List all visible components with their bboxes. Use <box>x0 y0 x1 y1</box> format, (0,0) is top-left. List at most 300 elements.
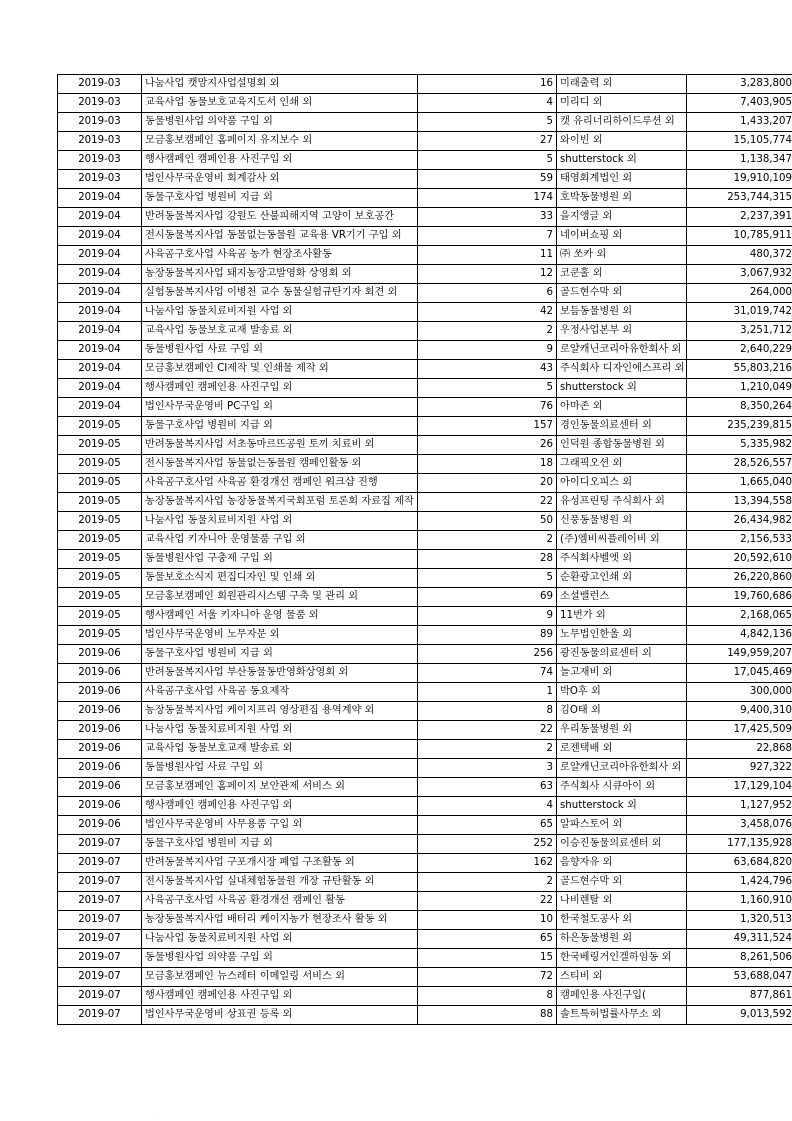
amount-cell: 26,434,982 <box>687 512 792 531</box>
count-cell: 6 <box>418 284 557 303</box>
vendor-cell: 태영회계법인 외 <box>557 170 687 189</box>
count-cell: 11 <box>418 246 557 265</box>
description-cell: 동물병원사업 의약품 구입 외 <box>142 113 418 132</box>
date-cell: 2019-07 <box>58 987 142 1006</box>
vendor-cell: 골드현수막 외 <box>557 873 687 892</box>
count-cell: 9 <box>418 341 557 360</box>
amount-cell: 19,910,109 <box>687 170 792 189</box>
table-row <box>58 721 792 740</box>
count-cell: 4 <box>418 94 557 113</box>
description-cell: 농장동물복지사업 배터리 케이지농가 현장조사 활동 외 <box>142 911 418 930</box>
vendor-cell: 미래출력 외 <box>557 75 687 94</box>
count-cell: 18 <box>418 455 557 474</box>
description-cell: 교육사업 동물보호교재 발송료 외 <box>142 322 418 341</box>
count-cell: 89 <box>418 626 557 645</box>
vendor-cell: 한국베링거인겔하임동 외 <box>557 949 687 968</box>
vendor-cell: 나비렌탈 외 <box>557 892 687 911</box>
table-row <box>58 607 792 626</box>
table-row <box>58 531 792 550</box>
count-cell: 74 <box>418 664 557 683</box>
count-cell: 8 <box>418 987 557 1006</box>
count-cell: 76 <box>418 398 557 417</box>
vendor-cell: 김O태 외 <box>557 702 687 721</box>
table-row <box>58 854 792 873</box>
amount-cell: 15,105,774 <box>687 132 792 151</box>
count-cell: 5 <box>418 379 557 398</box>
count-cell: 10 <box>418 911 557 930</box>
vendor-cell: (주)엠비씨플레이비 외 <box>557 531 687 550</box>
table-row <box>58 227 792 246</box>
vendor-cell: 주식회사 디자인에스프리 외 <box>557 360 687 379</box>
table-row <box>58 569 792 588</box>
count-cell: 15 <box>418 949 557 968</box>
amount-cell: 1,127,952 <box>687 797 792 816</box>
description-cell: 동물병원사업 구충제 구입 외 <box>142 550 418 569</box>
vendor-cell: 놀고재비 외 <box>557 664 687 683</box>
description-cell: 교육사업 동물보호교재 발송료 외 <box>142 740 418 759</box>
date-cell: 2019-05 <box>58 474 142 493</box>
count-cell: 33 <box>418 208 557 227</box>
description-cell: 모금홍보캠페인 뉴스레터 이메일링 서비스 외 <box>142 968 418 987</box>
description-cell: 반려동물복지사업 강원도 산불피해지역 고양이 보호공간 <box>142 208 418 227</box>
amount-cell: 8,350,264 <box>687 398 792 417</box>
count-cell: 9 <box>418 607 557 626</box>
description-cell: 동물구호사업 병원비 지급 외 <box>142 417 418 436</box>
table-row <box>58 664 792 683</box>
vendor-cell: shutterstock 외 <box>557 797 687 816</box>
table-row <box>58 892 792 911</box>
count-cell: 28 <box>418 550 557 569</box>
table-row <box>58 417 792 436</box>
vendor-cell: 우리동물병원 외 <box>557 721 687 740</box>
date-cell: 2019-06 <box>58 759 142 778</box>
amount-cell: 1,665,040 <box>687 474 792 493</box>
amount-cell: 2,156,533 <box>687 531 792 550</box>
date-cell: 2019-04 <box>58 246 142 265</box>
amount-cell: 3,067,932 <box>687 265 792 284</box>
description-cell: 동물구호사업 병원비 지급 외 <box>142 835 418 854</box>
vendor-cell: 유성프린팅 주식회사 외 <box>557 493 687 512</box>
description-cell: 나눔사업 동물치료비지원 사업 외 <box>142 930 418 949</box>
amount-cell: 10,785,911 <box>687 227 792 246</box>
amount-cell: 2,640,229 <box>687 341 792 360</box>
count-cell: 20 <box>418 474 557 493</box>
table-row <box>58 968 792 987</box>
table-row <box>58 949 792 968</box>
table-row <box>58 550 792 569</box>
description-cell: 교육사업 동물보호교육지도서 인쇄 외 <box>142 94 418 113</box>
description-cell: 동물구호사업 병원비 지급 외 <box>142 189 418 208</box>
date-cell: 2019-06 <box>58 664 142 683</box>
amount-cell: 1,320,513 <box>687 911 792 930</box>
vendor-cell: 스티비 외 <box>557 968 687 987</box>
description-cell: 법인사무국운영비 PC구입 외 <box>142 398 418 417</box>
description-cell: 사육곰구호사업 사육곰 환경개선 캠페인 활동 <box>142 892 418 911</box>
count-cell: 59 <box>418 170 557 189</box>
count-cell: 7 <box>418 227 557 246</box>
count-cell: 22 <box>418 892 557 911</box>
table-row <box>58 873 792 892</box>
description-cell: 실험동물복지사업 이병천 교수 동물실험규탄기자 회견 외 <box>142 284 418 303</box>
vendor-cell: 한국철도공사 외 <box>557 911 687 930</box>
date-cell: 2019-05 <box>58 588 142 607</box>
vendor-cell: 아마존 외 <box>557 398 687 417</box>
count-cell: 5 <box>418 569 557 588</box>
date-cell: 2019-04 <box>58 284 142 303</box>
table-row <box>58 341 792 360</box>
count-cell: 2 <box>418 873 557 892</box>
date-cell: 2019-06 <box>58 816 142 835</box>
count-cell: 26 <box>418 436 557 455</box>
count-cell: 50 <box>418 512 557 531</box>
vendor-cell: shutterstock 외 <box>557 151 687 170</box>
table-row <box>58 474 792 493</box>
amount-cell: 17,045,469 <box>687 664 792 683</box>
table-row <box>58 379 792 398</box>
description-cell: 사육곰구호사업 사육곰 농가 현장조사활동 <box>142 246 418 265</box>
amount-cell: 19,760,686 <box>687 588 792 607</box>
count-cell: 22 <box>418 721 557 740</box>
count-cell: 8 <box>418 702 557 721</box>
date-cell: 2019-07 <box>58 892 142 911</box>
table-row <box>58 75 792 94</box>
vendor-cell: 주식회사 시큐아이 외 <box>557 778 687 797</box>
amount-cell: 20,592,610 <box>687 550 792 569</box>
date-cell: 2019-05 <box>58 512 142 531</box>
amount-cell: 1,138,347 <box>687 151 792 170</box>
amount-cell: 235,239,815 <box>687 417 792 436</box>
description-cell: 농장동물복지사업 돼지농장고발영화 상영회 외 <box>142 265 418 284</box>
date-cell: 2019-03 <box>58 113 142 132</box>
description-cell: 반려동물복지사업 구포개시장 폐업 구조활동 외 <box>142 854 418 873</box>
amount-cell: 49,311,524 <box>687 930 792 949</box>
date-cell: 2019-06 <box>58 721 142 740</box>
vendor-cell: 우정사업본부 외 <box>557 322 687 341</box>
table-row <box>58 740 792 759</box>
amount-cell: 53,688,047 <box>687 968 792 987</box>
description-cell: 모금홍보캠페인 CI제작 및 인쇄물 제작 외 <box>142 360 418 379</box>
amount-cell: 7,403,905 <box>687 94 792 113</box>
description-cell: 전시동물복지사업 동물없는동물원 교육용 VR기기 구입 외 <box>142 227 418 246</box>
amount-cell: 63,684,820 <box>687 854 792 873</box>
vendor-cell: 미리디 외 <box>557 94 687 113</box>
amount-cell: 300,000 <box>687 683 792 702</box>
description-cell: 모금홍보캠페인 홈페이지 보안관제 서비스 외 <box>142 778 418 797</box>
amount-cell: 3,251,712 <box>687 322 792 341</box>
vendor-cell: 소셜밸런스 <box>557 588 687 607</box>
vendor-cell: 음향자유 외 <box>557 854 687 873</box>
description-cell: 모금홍보캠페인 홈페이지 유지보수 외 <box>142 132 418 151</box>
amount-cell: 1,433,207 <box>687 113 792 132</box>
table-row <box>58 455 792 474</box>
amount-cell: 8,261,506 <box>687 949 792 968</box>
date-cell: 2019-06 <box>58 740 142 759</box>
date-cell: 2019-07 <box>58 930 142 949</box>
vendor-cell: 보듬동물병원 외 <box>557 303 687 322</box>
count-cell: 3 <box>418 759 557 778</box>
description-cell: 법인사무국운영비 노무자문 외 <box>142 626 418 645</box>
date-cell: 2019-05 <box>58 455 142 474</box>
description-cell: 행사캠페인 캠페인용 사진구입 외 <box>142 151 418 170</box>
vendor-cell: 솔트특허법률사무소 외 <box>557 1006 687 1025</box>
amount-cell: 253,744,315 <box>687 189 792 208</box>
description-cell: 사육곰구호사업 사육곰 동요제작 <box>142 683 418 702</box>
description-cell: 반려동물복지사업 서초동마르뜨공원 토끼 치료비 외 <box>142 436 418 455</box>
count-cell: 16 <box>418 75 557 94</box>
amount-cell: 5,335,982 <box>687 436 792 455</box>
count-cell: 22 <box>418 493 557 512</box>
vendor-cell: ㈜ 쏘카 외 <box>557 246 687 265</box>
vendor-cell: 아이디오피스 외 <box>557 474 687 493</box>
vendor-cell: 을지앵글 외 <box>557 208 687 227</box>
amount-cell: 177,135,928 <box>687 835 792 854</box>
vendor-cell: 로젠택배 외 <box>557 740 687 759</box>
table-row <box>58 645 792 664</box>
count-cell: 65 <box>418 816 557 835</box>
vendor-cell: 로얄캐닌코리아유한회사 외 <box>557 341 687 360</box>
description-cell: 반려동물복지사업 부산동물동반영화상영회 외 <box>142 664 418 683</box>
vendor-cell: 와이빈 외 <box>557 132 687 151</box>
date-cell: 2019-03 <box>58 170 142 189</box>
vendor-cell: 네이버쇼핑 외 <box>557 227 687 246</box>
description-cell: 행사캠페인 캠페인용 사진구입 외 <box>142 379 418 398</box>
table-row <box>58 303 792 322</box>
date-cell: 2019-04 <box>58 208 142 227</box>
vendor-cell: shutterstock 외 <box>557 379 687 398</box>
amount-cell: 28,526,557 <box>687 455 792 474</box>
vendor-cell: 11번가 외 <box>557 607 687 626</box>
table-row <box>58 588 792 607</box>
date-cell: 2019-05 <box>58 531 142 550</box>
vendor-cell: 박O후 외 <box>557 683 687 702</box>
date-cell: 2019-04 <box>58 379 142 398</box>
table-row <box>58 759 792 778</box>
amount-cell: 9,013,592 <box>687 1006 792 1025</box>
footer-mark: . <box>156 1108 158 1115</box>
date-cell: 2019-04 <box>58 189 142 208</box>
description-cell: 농장동물복지사업 농장동물복지국회포럼 토론회 자료집 제작 <box>142 493 418 512</box>
date-cell: 2019-04 <box>58 341 142 360</box>
description-cell: 농장동물복지사업 케이지프리 영상편집 용역계약 외 <box>142 702 418 721</box>
vendor-cell: 캣 유리너리하이드루션 외 <box>557 113 687 132</box>
table-row <box>58 930 792 949</box>
count-cell: 1 <box>418 683 557 702</box>
table-row <box>58 113 792 132</box>
description-cell: 동물병원사업 의약품 구입 외 <box>142 949 418 968</box>
ledger-body <box>58 75 792 1025</box>
table-row <box>58 816 792 835</box>
description-cell: 법인사무국운영비 상표권 등록 외 <box>142 1006 418 1025</box>
date-cell: 2019-07 <box>58 968 142 987</box>
amount-cell: 26,220,860 <box>687 569 792 588</box>
table-row <box>58 246 792 265</box>
count-cell: 72 <box>418 968 557 987</box>
date-cell: 2019-04 <box>58 303 142 322</box>
vendor-cell: 경인동물의료센터 외 <box>557 417 687 436</box>
table-row <box>58 1006 792 1025</box>
amount-cell: 17,129,104 <box>687 778 792 797</box>
count-cell: 2 <box>418 740 557 759</box>
table-row <box>58 151 792 170</box>
table-row <box>58 189 792 208</box>
table-row <box>58 94 792 113</box>
date-cell: 2019-05 <box>58 569 142 588</box>
table-row <box>58 911 792 930</box>
vendor-cell: 이승진동물의료센터 외 <box>557 835 687 854</box>
vendor-cell: 신풍동물병원 외 <box>557 512 687 531</box>
amount-cell: 3,458,076 <box>687 816 792 835</box>
count-cell: 27 <box>418 132 557 151</box>
amount-cell: 149,959,207 <box>687 645 792 664</box>
count-cell: 5 <box>418 151 557 170</box>
amount-cell: 1,160,910 <box>687 892 792 911</box>
amount-cell: 1,424,796 <box>687 873 792 892</box>
count-cell: 12 <box>418 265 557 284</box>
vendor-cell: 골드현수막 외 <box>557 284 687 303</box>
count-cell: 157 <box>418 417 557 436</box>
amount-cell: 264,000 <box>687 284 792 303</box>
table-row <box>58 797 792 816</box>
amount-cell: 480,372 <box>687 246 792 265</box>
date-cell: 2019-03 <box>58 132 142 151</box>
amount-cell: 4,842,136 <box>687 626 792 645</box>
description-cell: 동물구호사업 병원비 지급 외 <box>142 645 418 664</box>
count-cell: 69 <box>418 588 557 607</box>
date-cell: 2019-05 <box>58 626 142 645</box>
table-row <box>58 702 792 721</box>
date-cell: 2019-05 <box>58 436 142 455</box>
date-cell: 2019-03 <box>58 75 142 94</box>
description-cell: 동물병원사업 사료 구입 외 <box>142 341 418 360</box>
date-cell: 2019-06 <box>58 702 142 721</box>
vendor-cell: 그래픽오션 외 <box>557 455 687 474</box>
amount-cell: 2,168,065 <box>687 607 792 626</box>
date-cell: 2019-07 <box>58 835 142 854</box>
description-cell: 사육곰구호사업 사육곰 환경개선 캠페인 워크샵 진행 <box>142 474 418 493</box>
description-cell: 교육사업 키자니아 운영물품 구입 외 <box>142 531 418 550</box>
date-cell: 2019-07 <box>58 854 142 873</box>
date-cell: 2019-07 <box>58 1006 142 1025</box>
table-row <box>58 493 792 512</box>
count-cell: 174 <box>418 189 557 208</box>
date-cell: 2019-06 <box>58 778 142 797</box>
date-cell: 2019-06 <box>58 645 142 664</box>
count-cell: 5 <box>418 113 557 132</box>
count-cell: 63 <box>418 778 557 797</box>
count-cell: 42 <box>418 303 557 322</box>
vendor-cell: 코쿤홀 외 <box>557 265 687 284</box>
table-row <box>58 132 792 151</box>
table-row <box>58 778 792 797</box>
date-cell: 2019-04 <box>58 265 142 284</box>
amount-cell: 13,394,558 <box>687 493 792 512</box>
description-cell: 모금홍보캠페인 회원관리시스템 구축 및 관리 외 <box>142 588 418 607</box>
date-cell: 2019-05 <box>58 417 142 436</box>
table-row <box>58 987 792 1006</box>
count-cell: 2 <box>418 322 557 341</box>
table-row <box>58 360 792 379</box>
description-cell: 법인사무국운영비 회계감사 외 <box>142 170 418 189</box>
description-cell: 나눔사업 동물치료비지원 사업 외 <box>142 721 418 740</box>
description-cell: 나눔사업 캣맘지사업설명회 외 <box>142 75 418 94</box>
table-row <box>58 265 792 284</box>
date-cell: 2019-07 <box>58 873 142 892</box>
table-row <box>58 626 792 645</box>
count-cell: 4 <box>418 797 557 816</box>
description-cell: 법인사무국운영비 사무용품 구입 외 <box>142 816 418 835</box>
count-cell: 252 <box>418 835 557 854</box>
table-row <box>58 436 792 455</box>
table-row <box>58 683 792 702</box>
date-cell: 2019-03 <box>58 151 142 170</box>
description-cell: 나눔사업 동물치료비지원 사업 외 <box>142 303 418 322</box>
date-cell: 2019-04 <box>58 322 142 341</box>
date-cell: 2019-03 <box>58 94 142 113</box>
date-cell: 2019-07 <box>58 949 142 968</box>
table-row <box>58 512 792 531</box>
description-cell: 행사캠페인 캠페인용 사진구입 외 <box>142 987 418 1006</box>
vendor-cell: 노무법인한울 외 <box>557 626 687 645</box>
date-cell: 2019-07 <box>58 911 142 930</box>
table-row <box>58 322 792 341</box>
description-cell: 전시동물복지사업 실내체험동물원 개장 규탄활동 외 <box>142 873 418 892</box>
vendor-cell: 알파스토어 외 <box>557 816 687 835</box>
description-cell: 동물병원사업 사료 구입 외 <box>142 759 418 778</box>
amount-cell: 927,322 <box>687 759 792 778</box>
description-cell: 행사캠페인 서울 키자니아 운영 물품 외 <box>142 607 418 626</box>
date-cell: 2019-04 <box>58 227 142 246</box>
date-cell: 2019-05 <box>58 607 142 626</box>
amount-cell: 22,868 <box>687 740 792 759</box>
amount-cell: 9,400,310 <box>687 702 792 721</box>
vendor-cell: 캠페인용 사진구입( <box>557 987 687 1006</box>
table-row <box>58 170 792 189</box>
count-cell: 256 <box>418 645 557 664</box>
table-row <box>58 398 792 417</box>
amount-cell: 2,237,391 <box>687 208 792 227</box>
expense-ledger-table <box>57 74 792 1025</box>
vendor-cell: 하은동물병원 외 <box>557 930 687 949</box>
vendor-cell: 호박동물병원 외 <box>557 189 687 208</box>
vendor-cell: 순환광고인쇄 외 <box>557 569 687 588</box>
count-cell: 2 <box>418 531 557 550</box>
amount-cell: 877,861 <box>687 987 792 1006</box>
date-cell: 2019-04 <box>58 360 142 379</box>
table-row <box>58 835 792 854</box>
count-cell: 65 <box>418 930 557 949</box>
table-row <box>58 208 792 227</box>
amount-cell: 17,425,509 <box>687 721 792 740</box>
date-cell: 2019-05 <box>58 550 142 569</box>
date-cell: 2019-06 <box>58 797 142 816</box>
description-cell: 나눔사업 동물치료비지원 사업 외 <box>142 512 418 531</box>
vendor-cell: 광진동물의료센터 외 <box>557 645 687 664</box>
amount-cell: 31,019,742 <box>687 303 792 322</box>
description-cell: 행사캠페인 캠페인용 사진구입 외 <box>142 797 418 816</box>
description-cell: 전시동물복지사업 동물없는동물원 캠페인활동 외 <box>142 455 418 474</box>
table-row <box>58 284 792 303</box>
count-cell: 162 <box>418 854 557 873</box>
date-cell: 2019-05 <box>58 493 142 512</box>
description-cell: 동물보호소식지 편집디자인 및 인쇄 외 <box>142 569 418 588</box>
amount-cell: 55,803,216 <box>687 360 792 379</box>
count-cell: 43 <box>418 360 557 379</box>
date-cell: 2019-06 <box>58 683 142 702</box>
vendor-cell: 인덕원 종합동물병원 외 <box>557 436 687 455</box>
amount-cell: 3,283,800 <box>687 75 792 94</box>
count-cell: 88 <box>418 1006 557 1025</box>
amount-cell: 1,210,049 <box>687 379 792 398</box>
